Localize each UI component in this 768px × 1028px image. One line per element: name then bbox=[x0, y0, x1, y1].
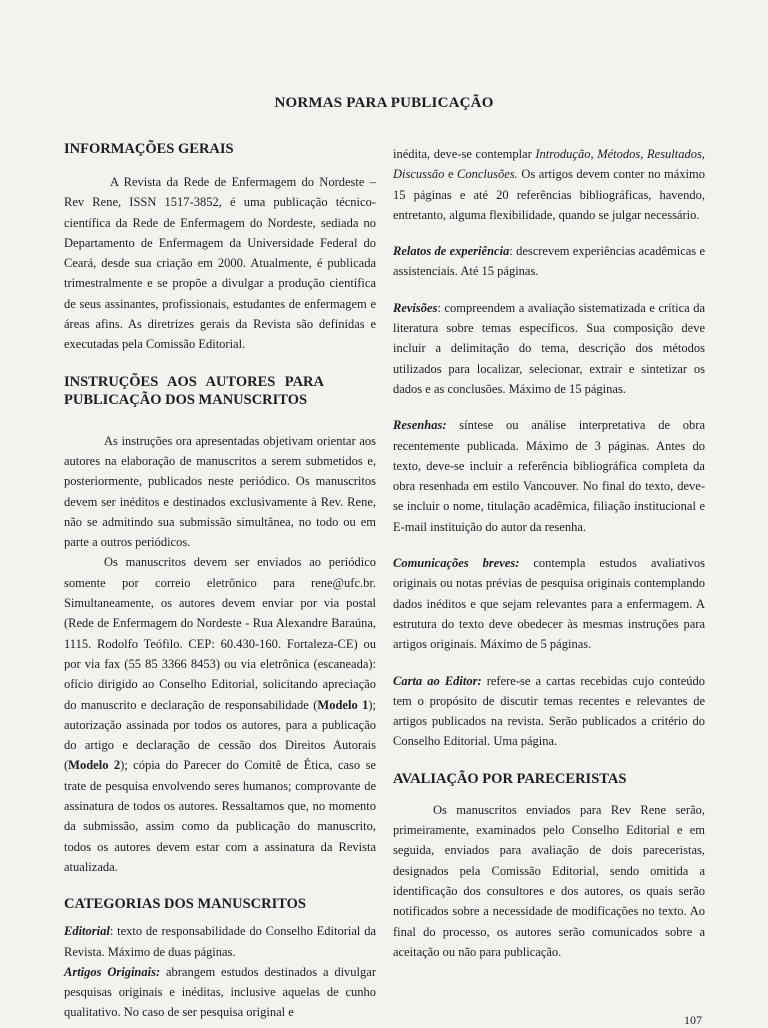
modelo-1: Modelo 1 bbox=[317, 697, 369, 712]
modelo-2: Modelo 2 bbox=[68, 758, 121, 773]
paragraph-instrucoes-2 bbox=[64, 552, 376, 877]
paragraph-editorial bbox=[64, 921, 376, 962]
page-number: 107 bbox=[684, 1013, 702, 1027]
instr-text-a: Os manuscritos devem ser enviados ao periódico somente por correio eletrônico para rene@ufc.br. Simultaneamente, os autores devem enviar por via postal (Rede de Enfermagem do Nordeste - Rua Alexandre Baraúna, 1115. Rodolfo Teófilo. CEP: 60.430-160. Fortaleza-CE) ou por via fax (55 85 3366 8453) ou via eletrônica (escaneada): ofício dirigido ao Conselho Editorial, solicitando apreciação do manuscrito e declaração de responsabilidade ( bbox=[64, 555, 376, 712]
relatos-label: Relatos de experiência bbox=[393, 244, 510, 259]
revisoes-label: Revisões bbox=[393, 300, 438, 315]
editorial-label: Editorial bbox=[64, 924, 110, 939]
paragraph-resenhas bbox=[393, 415, 705, 537]
resenhas-label: Resenhas: bbox=[393, 418, 447, 433]
paragraph-avaliacao: Os manuscritos enviados para Rev Rene serão, primeiramente, examinados pelo Conselho Editorial e em seguida, enviados para avaliação de dois pareceristas, designados pela Comissão Editorial, sendo omitida a identificação dos consultores e dos autores, os quais serão notificados sobre a necessidade de modificações no texto. Ao final do processo, os autores serão comunicados sobre a aceitação ou não para publicação. bbox=[393, 802, 705, 959]
heading-informacoes-gerais: INFORMAÇÕES GERAIS bbox=[64, 141, 234, 157]
heading-instrucoes: INSTRUÇÕES AOS AUTORES PARA PUBLICAÇÃO DOS MANUSCRITOS bbox=[64, 373, 324, 408]
revisoes-text: : compreendem a avaliação sistematizada e crítica da literatura sobre temas específicos. Sua composição deve incluir a delimitação do tema, descrição dos métodos utilizados para localizar, selecionar, extrair e sintetizar os dados e as conclusões. Máximo de 15 páginas. bbox=[393, 300, 705, 396]
page-title: NORMAS PARA PUBLICAÇÃO bbox=[274, 95, 494, 111]
artigos-conclusoes: Conclusões. bbox=[457, 167, 518, 182]
comunicacoes-label: Comunicações breves: bbox=[393, 556, 520, 571]
paragraph-artigos-cont bbox=[393, 144, 705, 225]
editorial-text: : texto de responsabilidade do Conselho Editorial da Revista. Máximo de duas páginas. bbox=[64, 924, 376, 959]
artigos-cont-a: inédita, deve-se contemplar bbox=[393, 147, 536, 161]
paragraph-comunicacoes bbox=[393, 553, 705, 654]
paragraph-artigos bbox=[64, 962, 376, 1023]
paragraph-informacoes: A Revista da Rede de Enfermagem do Nordeste – Rev Rene, ISSN 1517-3852, é uma publicação técnico-científica da Rede de Enfermagem do Nordeste, sediada no Departamento de Enfermagem da Universidade Federal do Ceará, desde sua criação em 2000. Atualmente, é publicada trimestralmente e se propõe a divulgar a produção científica de seus assinantes, profissionais, estudantes de enfermagem e áreas afins. As diretrizes gerais da Revista são definidas e executadas pela Comissão Editorial. bbox=[64, 175, 376, 352]
artigos-sections: Introdução, Métodos, Resultados, Discussão bbox=[393, 147, 705, 182]
paragraph-revisoes bbox=[393, 298, 705, 399]
paragraph-instrucoes-1: As instruções ora apresentadas objetivam orientar aos autores na elaboração de manuscritos a serem submetidos e, posteriormente, publicados neste periódico. Os manuscritos devem ser inéditos e destinados exclusivamente à Rev. Rene, não se admitindo sua submissão simultânea, no todo ou em parte a outros periódicos. bbox=[64, 433, 376, 550]
carta-label: Carta ao Editor: bbox=[393, 673, 482, 688]
artigos-cont-e: e bbox=[444, 167, 458, 182]
carta-text: refere-se a cartas recebidas cujo conteúdo tem o propósito de discutir temas recentes e relevantes de artigos publicados na revista. Serão publicados a critério do Conselho Editorial. Uma página. bbox=[393, 673, 705, 749]
resenhas-text: síntese ou análise interpretativa de obra recentemente publicada. Máximo de 3 páginas. Antes do texto, deve-se incluir a referência bibliográfica completa da obra resenhada em estilo Vancouver. No final do texto, deve-se incluir o nome, titulação acadêmica, filiação institucional e E-mail instituição do autor da resenha. bbox=[393, 418, 705, 534]
relatos-text: : descrevem experiências acadêmicas e assistenciais. Até 15 páginas. bbox=[393, 244, 705, 279]
artigos-cont-b: Os artigos devem conter no máximo 15 páginas e até 20 referências bibliográficas, havendo, entretanto, alguma flexibilidade, quando se julgar necessário. bbox=[393, 167, 705, 222]
instr-text-c: ); cópia do Parecer do Comitê de Ética, caso se trate de pesquisa envolvendo seres humanos; comprovante de assinatura de todos os autores. Ressaltamos que, no momento da submissão, assim como da publicação do manuscrito, todos os autores devem estar com a assinatura da Revista atualizada. bbox=[64, 758, 376, 874]
comunicacoes-text: contempla estudos avaliativos originais ou notas prévias de pesquisa originais contemplando dados inéditos e que sejam relevantes para a enfermagem. A estrutura do texto deve obedecer às mesmas instruções para artigos originais. Máximo de 5 páginas. bbox=[393, 556, 705, 652]
artigos-label: Artigos Originais: bbox=[64, 964, 161, 979]
left-column bbox=[64, 140, 376, 1023]
right-column bbox=[393, 144, 705, 962]
heading-avaliacao: AVALIAÇÃO POR PARECERISTAS bbox=[393, 770, 627, 787]
paragraph-carta bbox=[393, 671, 705, 752]
heading-categorias: CATEGORIAS DOS MANUSCRITOS bbox=[64, 896, 306, 913]
paragraph-relatos bbox=[393, 241, 705, 282]
instr-text-b: ); autorização assinada por todos os autores, para a publicação do artigo e declaração de cessão dos Direitos Autorais ( bbox=[64, 697, 376, 773]
artigos-text: abrangem estudos destinados a divulgar pesquisas originais e inéditas, inclusive aquelas de cunho qualitativo. No caso de ser pesquisa original e bbox=[64, 964, 376, 1020]
